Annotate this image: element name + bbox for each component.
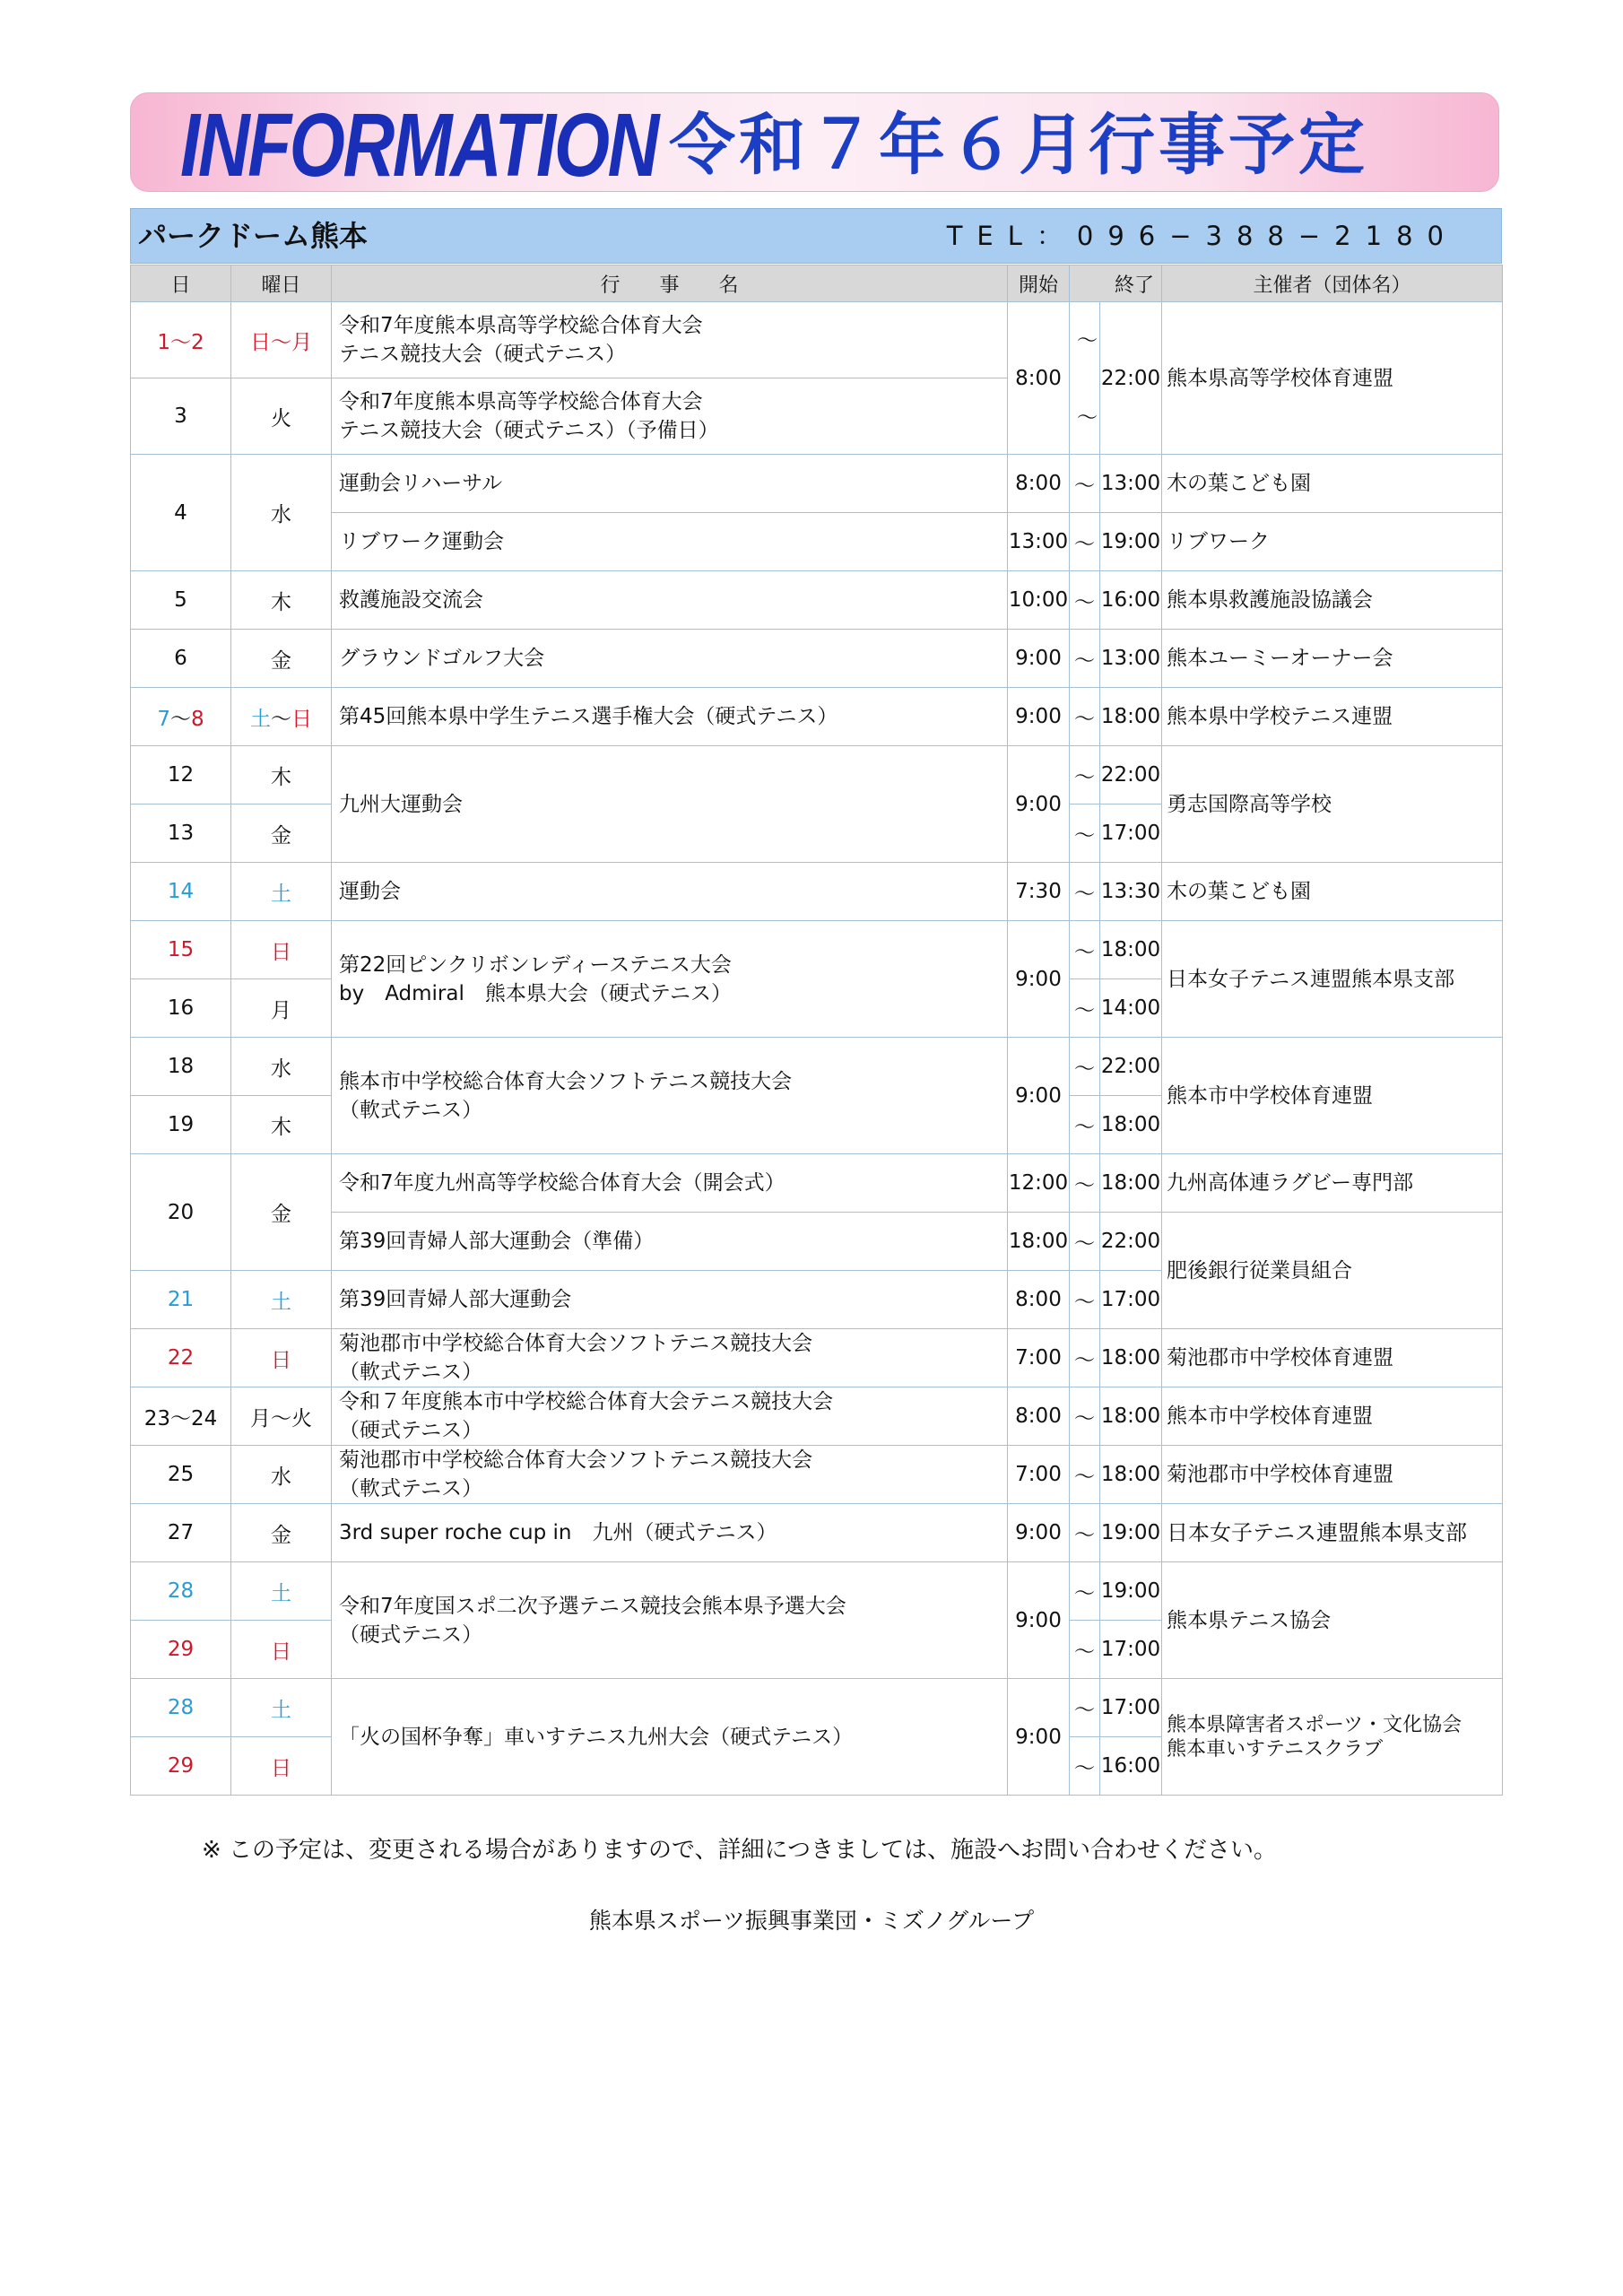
venue-header	[130, 208, 1502, 264]
start-cell: 9:00	[1008, 1504, 1070, 1562]
start-cell: 8:00	[1008, 302, 1070, 455]
end-cell: 14:00	[1100, 979, 1162, 1038]
day-cell: 19	[131, 1096, 231, 1154]
event-line: 菊池郡市中学校総合体育大会ソフトテニス競技大会	[339, 1332, 813, 1355]
weekday-cell: 日	[231, 1329, 332, 1387]
end-cell: 13:00	[1100, 455, 1162, 513]
event-cell	[332, 1329, 1008, 1387]
start-cell: 10:00	[1008, 571, 1070, 630]
event-cell: 第45回熊本県中学生テニス選手権大会（硬式テニス）	[332, 688, 1008, 746]
tilde-cell: 〜	[1070, 863, 1100, 921]
tilde-cell: 〜	[1070, 1096, 1100, 1154]
event-cell	[332, 378, 1008, 455]
day-cell: 16	[131, 979, 231, 1038]
organizer-cell: 九州高体連ラグビー専門部	[1162, 1154, 1503, 1213]
end-cell: 19:00	[1100, 1504, 1162, 1562]
table-row	[131, 1038, 1503, 1096]
day-cell: 29	[131, 1621, 231, 1679]
end-cell: 22:00	[1100, 1213, 1162, 1271]
event-line: （軟式テニス）	[339, 1098, 483, 1122]
event-cell	[332, 1562, 1008, 1679]
table-row	[131, 746, 1503, 804]
tilde-cell: 〜	[1070, 1737, 1100, 1796]
weekday-text: 日〜月	[250, 330, 312, 354]
start-cell: 9:00	[1008, 921, 1070, 1038]
banner-subtitle: 令和７年６月行事予定	[669, 107, 1368, 184]
event-line: （硬式テニス）	[339, 1622, 483, 1647]
table-row	[131, 302, 1503, 378]
event-line: 第22回ピンクリボンレディーステニス大会	[339, 952, 732, 977]
event-cell: 第39回青婦人部大運動会（準備）	[332, 1213, 1008, 1271]
weekday-cell: 木	[231, 1096, 332, 1154]
end-cell: 19:00	[1100, 513, 1162, 571]
end-cell: 18:00	[1100, 1387, 1162, 1446]
end-cell: 17:00	[1100, 1271, 1162, 1329]
end-cell: 13:00	[1100, 630, 1162, 688]
tilde-cell: 〜	[1070, 513, 1100, 571]
end-cell: 17:00	[1100, 1621, 1162, 1679]
organizer-cell	[1162, 1679, 1503, 1796]
organizer-cell: 木の葉こども園	[1162, 455, 1503, 513]
start-cell: 9:00	[1008, 746, 1070, 863]
tilde-text: 〜	[1077, 329, 1098, 352]
day-cell	[131, 302, 231, 378]
organizer-cell: 熊本県中学校テニス連盟	[1162, 688, 1503, 746]
venue-name: パークドーム熊本	[138, 219, 369, 253]
organizer-cell: 熊本県救護施設協議会	[1162, 571, 1503, 630]
day-cell: 29	[131, 1737, 231, 1796]
weekday-cell: 金	[231, 630, 332, 688]
day-cell: 4	[131, 455, 231, 571]
table-row	[131, 1446, 1503, 1504]
table-row	[131, 1387, 1503, 1446]
tilde-cell: 〜	[1070, 1038, 1100, 1096]
table-row	[131, 688, 1503, 746]
event-line: （軟式テニス）	[339, 1477, 483, 1500]
organizer-cell: 熊本市中学校体育連盟	[1162, 1387, 1503, 1446]
day-text: 8	[191, 707, 204, 731]
event-cell: 令和7年度九州高等学校総合体育大会（開会式）	[332, 1154, 1008, 1213]
weekday-cell: 日	[231, 1737, 332, 1796]
day-cell: 20	[131, 1154, 231, 1271]
end-cell: 22:00	[1100, 1038, 1162, 1096]
title-banner	[130, 92, 1499, 196]
organizer-cell: 熊本県高等学校体育連盟	[1162, 302, 1503, 455]
event-cell	[332, 1446, 1008, 1504]
day-cell: 27	[131, 1504, 231, 1562]
day-cell: 6	[131, 630, 231, 688]
organizer-cell: 熊本市中学校体育連盟	[1162, 1038, 1503, 1154]
table-header-row	[131, 265, 1503, 302]
tilde-text: 〜	[1077, 406, 1098, 430]
tilde-cell: 〜	[1070, 1562, 1100, 1621]
table-row	[131, 1213, 1503, 1271]
header-end: 終了	[1070, 265, 1162, 302]
footer-organization: 熊本県スポーツ振興事業団・ミズノグループ	[588, 1908, 1035, 1934]
organizer-cell: 木の葉こども園	[1162, 863, 1503, 921]
end-cell: 18:00	[1100, 1329, 1162, 1387]
header-event: 行 事 名	[332, 265, 1008, 302]
end-cell: 17:00	[1100, 1679, 1162, 1737]
table-row	[131, 1154, 1503, 1213]
weekday-cell: 土	[231, 1271, 332, 1329]
day-text: 1〜2	[157, 330, 204, 354]
tilde-cell: 〜	[1070, 1446, 1100, 1504]
weekday-cell: 金	[231, 1154, 332, 1271]
day-cell: 21	[131, 1271, 231, 1329]
start-cell: 9:00	[1008, 630, 1070, 688]
end-cell: 16:00	[1100, 1737, 1162, 1796]
event-line: 令和7年度熊本県高等学校総合体育大会	[339, 314, 703, 337]
table-row	[131, 630, 1503, 688]
organizer-cell: 菊池郡市中学校体育連盟	[1162, 1329, 1503, 1387]
weekday-cell: 木	[231, 746, 332, 804]
weekday-sep: 〜	[271, 707, 291, 731]
weekday-cell: 土	[231, 863, 332, 921]
organizer-cell: 日本女子テニス連盟熊本県支部	[1162, 921, 1503, 1038]
end-cell: 18:00	[1100, 1096, 1162, 1154]
tilde-cell: 〜	[1070, 455, 1100, 513]
event-line: テニス競技大会（硬式テニス）	[339, 343, 627, 366]
event-line: 令和7年度熊本県高等学校総合体育大会	[339, 390, 703, 413]
start-cell: 12:00	[1008, 1154, 1070, 1213]
end-cell: 18:00	[1100, 921, 1162, 979]
end-cell: 22:00	[1100, 746, 1162, 804]
header-weekday: 曜日	[231, 265, 332, 302]
weekday-cell	[231, 302, 332, 378]
day-cell: 13	[131, 804, 231, 863]
event-line: by Admiral 熊本県大会（硬式テニス）	[339, 981, 732, 1005]
end-cell: 22:00	[1100, 302, 1162, 455]
table-row	[131, 455, 1503, 513]
weekday-cell: 水	[231, 1446, 332, 1504]
start-cell: 18:00	[1008, 1213, 1070, 1271]
event-cell: 「火の国杯争奪」車いすテニス九州大会（硬式テニス）	[332, 1679, 1008, 1796]
tilde-cell: 〜	[1070, 630, 1100, 688]
weekday-cell: 水	[231, 455, 332, 571]
weekday-cell: 月	[231, 979, 332, 1038]
day-text: 7	[157, 707, 170, 731]
start-cell: 9:00	[1008, 688, 1070, 746]
weekday-cell: 木	[231, 571, 332, 630]
organizer-line: 熊本車いすテニスクラブ	[1167, 1737, 1384, 1761]
event-cell: 3rd super roche cup in 九州（硬式テニス）	[332, 1504, 1008, 1562]
end-cell: 19:00	[1100, 1562, 1162, 1621]
event-cell: グラウンドゴルフ大会	[332, 630, 1008, 688]
tilde-cell: 〜	[1070, 1154, 1100, 1213]
start-cell: 7:30	[1008, 863, 1070, 921]
event-cell: リブワーク運動会	[332, 513, 1008, 571]
table-row	[131, 1562, 1503, 1621]
tilde-cell: 〜	[1070, 1387, 1100, 1446]
start-cell: 8:00	[1008, 455, 1070, 513]
event-cell: 運動会リハーサル	[332, 455, 1008, 513]
day-cell: 15	[131, 921, 231, 979]
event-cell: 運動会	[332, 863, 1008, 921]
organizer-cell: 菊池郡市中学校体育連盟	[1162, 1446, 1503, 1504]
weekday-cell: 土	[231, 1562, 332, 1621]
tilde-cell	[1070, 302, 1100, 455]
event-line: 熊本市中学校総合体育大会ソフトテニス競技大会	[339, 1069, 793, 1093]
tilde-cell: 〜	[1070, 1213, 1100, 1271]
end-cell: 18:00	[1100, 1446, 1162, 1504]
event-cell	[332, 1038, 1008, 1154]
day-cell: 14	[131, 863, 231, 921]
event-cell: 救護施設交流会	[332, 571, 1008, 630]
weekday-text: 日	[291, 707, 312, 731]
organizer-cell: 勇志国際高等学校	[1162, 746, 1503, 863]
tilde-cell: 〜	[1070, 746, 1100, 804]
table-row	[131, 513, 1503, 571]
start-cell: 8:00	[1008, 1387, 1070, 1446]
start-cell: 7:00	[1008, 1446, 1070, 1504]
end-cell: 13:30	[1100, 863, 1162, 921]
day-cell	[131, 688, 231, 746]
end-cell: 17:00	[1100, 804, 1162, 863]
day-cell: 22	[131, 1329, 231, 1387]
end-cell: 18:00	[1100, 1154, 1162, 1213]
day-cell: 28	[131, 1679, 231, 1737]
start-cell: 9:00	[1008, 1562, 1070, 1679]
day-cell: 25	[131, 1446, 231, 1504]
day-cell: 28	[131, 1562, 231, 1621]
event-cell: 第39回青婦人部大運動会	[332, 1271, 1008, 1329]
event-line: 令和７年度熊本市中学校総合体育大会テニス競技大会	[339, 1390, 834, 1413]
table-row	[131, 1504, 1503, 1562]
tilde-cell: 〜	[1070, 1329, 1100, 1387]
venue-tel: TEL：096−388−2180	[946, 221, 1458, 251]
organizer-cell: 肥後銀行従業員組合	[1162, 1213, 1503, 1329]
day-cell: 12	[131, 746, 231, 804]
weekday-cell: 金	[231, 1504, 332, 1562]
start-cell: 9:00	[1008, 1038, 1070, 1154]
start-cell: 13:00	[1008, 513, 1070, 571]
tilde-cell: 〜	[1070, 1621, 1100, 1679]
end-cell: 16:00	[1100, 571, 1162, 630]
tilde-cell: 〜	[1070, 688, 1100, 746]
weekday-cell: 水	[231, 1038, 332, 1096]
table-row	[131, 1329, 1503, 1387]
weekday-text: 土	[250, 707, 271, 731]
organizer-cell: 熊本ユーミーオーナー会	[1162, 630, 1503, 688]
end-cell: 18:00	[1100, 688, 1162, 746]
event-cell	[332, 302, 1008, 378]
event-cell	[332, 921, 1008, 1038]
header-day: 日	[131, 265, 231, 302]
disclaimer-note: ※ この予定は、変更される場合がありますので、詳細につきましては、施設へお問い合わせください。	[202, 1837, 1278, 1864]
organizer-cell: 熊本県テニス協会	[1162, 1562, 1503, 1679]
table-row	[131, 571, 1503, 630]
day-cell: 18	[131, 1038, 231, 1096]
event-line: （軟式テニス）	[339, 1361, 483, 1384]
event-line: （硬式テニス）	[339, 1419, 483, 1442]
event-line: テニス競技大会（硬式テニス）（予備日）	[339, 419, 719, 442]
event-line: 菊池郡市中学校総合体育大会ソフトテニス競技大会	[339, 1448, 813, 1472]
tilde-cell: 〜	[1070, 1679, 1100, 1737]
start-cell: 8:00	[1008, 1271, 1070, 1329]
day-sep: 〜	[170, 707, 191, 731]
tilde-cell: 〜	[1070, 1271, 1100, 1329]
weekday-cell: 火	[231, 378, 332, 455]
schedule-table	[130, 265, 1503, 1796]
organizer-line: 熊本県障害者スポーツ・文化協会	[1167, 1713, 1462, 1736]
event-line: 令和7年度国スポ二次予選テニス競技会熊本県予選大会	[339, 1594, 846, 1618]
tilde-cell: 〜	[1070, 571, 1100, 630]
tilde-cell: 〜	[1070, 979, 1100, 1038]
tilde-cell: 〜	[1070, 1504, 1100, 1562]
day-cell: 23〜24	[131, 1387, 231, 1446]
weekday-cell: 土	[231, 1679, 332, 1737]
organizer-cell: リブワーク	[1162, 513, 1503, 571]
banner-title: INFORMATION	[180, 95, 658, 196]
table-row	[131, 921, 1503, 979]
weekday-cell: 金	[231, 804, 332, 863]
start-cell: 9:00	[1008, 1679, 1070, 1796]
table-row	[131, 863, 1503, 921]
event-cell: 九州大運動会	[332, 746, 1008, 863]
header-start: 開始	[1008, 265, 1070, 302]
tilde-cell: 〜	[1070, 804, 1100, 863]
header-organizer: 主催者（団体名）	[1162, 265, 1503, 302]
day-cell: 5	[131, 571, 231, 630]
weekday-cell: 日	[231, 1621, 332, 1679]
day-cell: 3	[131, 378, 231, 455]
organizer-cell: 日本女子テニス連盟熊本県支部	[1162, 1504, 1503, 1562]
weekday-cell: 月〜火	[231, 1387, 332, 1446]
table-row	[131, 1679, 1503, 1737]
start-cell: 7:00	[1008, 1329, 1070, 1387]
weekday-cell	[231, 688, 332, 746]
tilde-cell: 〜	[1070, 921, 1100, 979]
event-cell	[332, 1387, 1008, 1446]
weekday-cell: 日	[231, 921, 332, 979]
